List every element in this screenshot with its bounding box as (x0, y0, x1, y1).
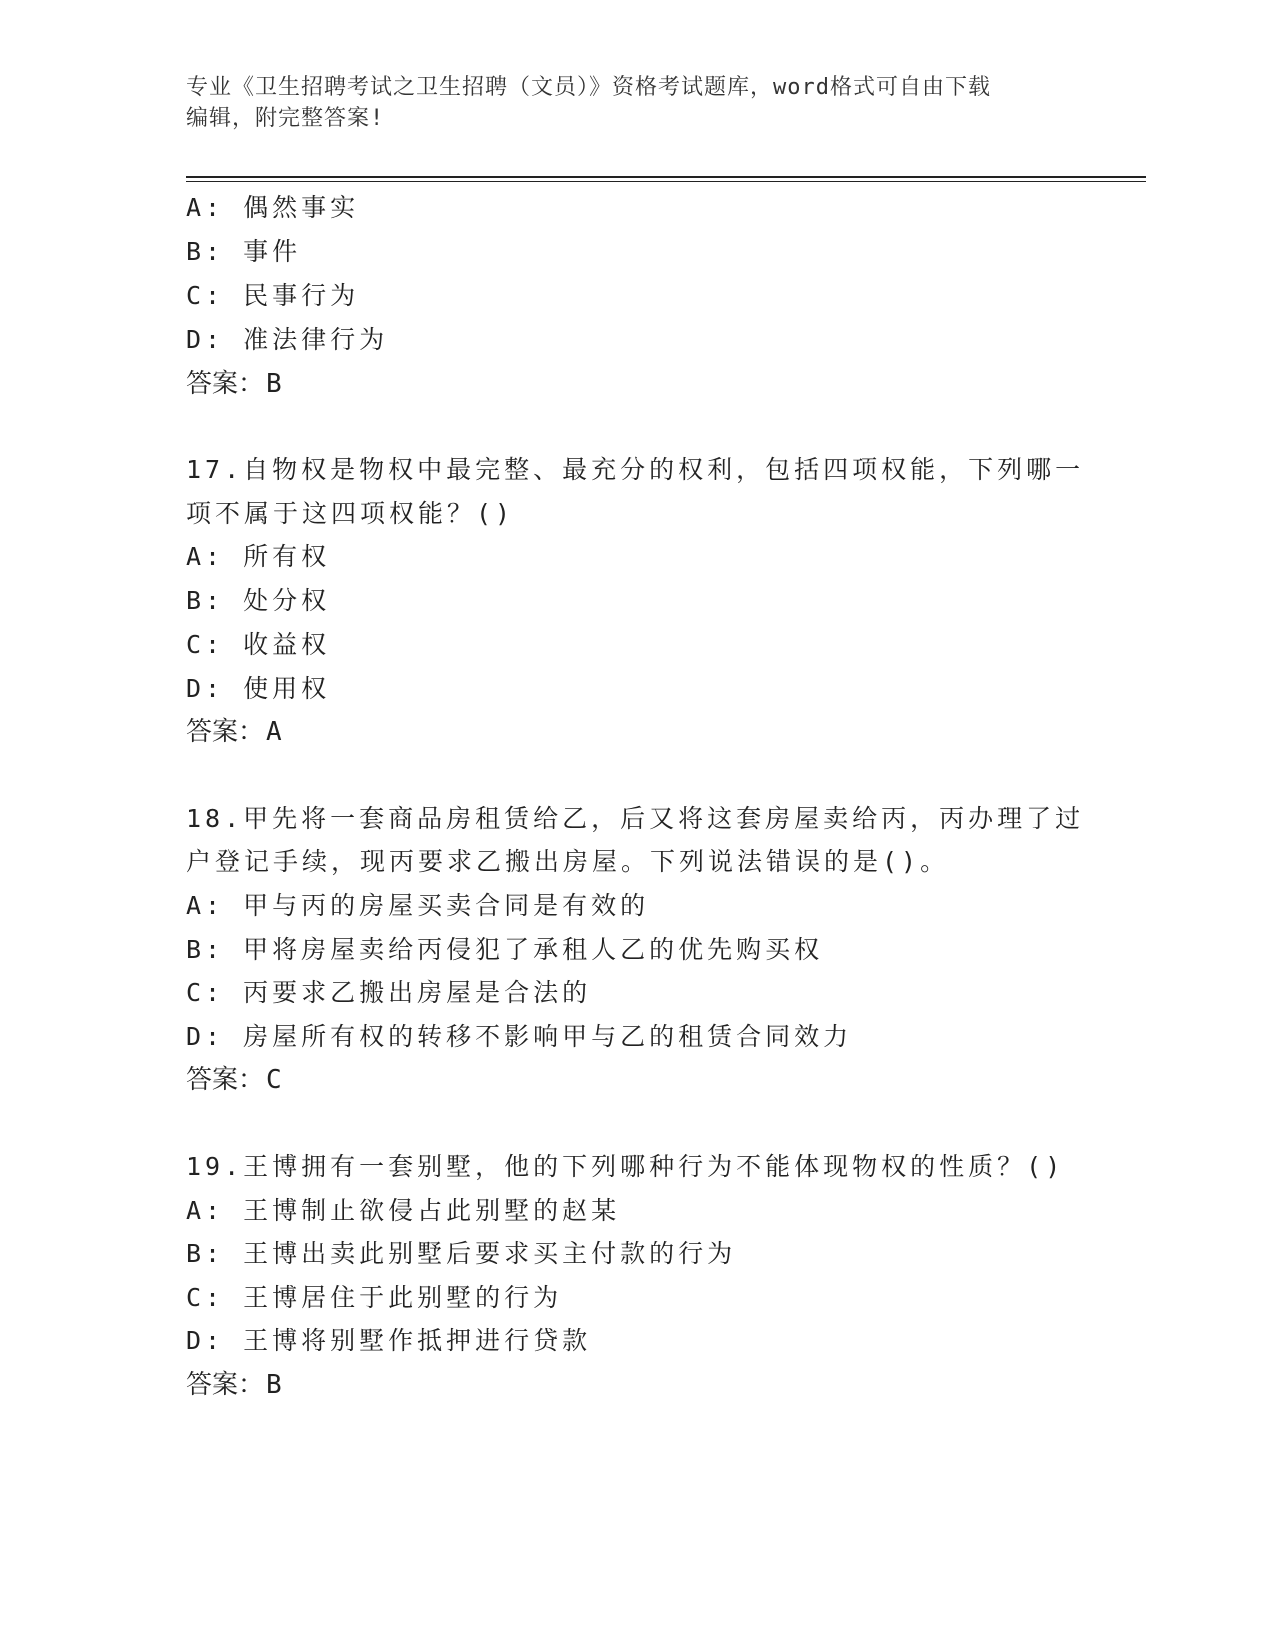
answer-label: 答案： (186, 1370, 265, 1400)
q17-option-a: A: 所有权 (186, 542, 331, 571)
prev-option-b: B: 事件 (186, 237, 302, 266)
answer-label: 答案： (186, 369, 265, 399)
answer-label: 答案： (186, 1065, 265, 1095)
q17-stem-line-2: 项不属于这四项权能？() (186, 499, 515, 528)
q18-option-a: A: 甲与丙的房屋买卖合同是有效的 (186, 891, 650, 920)
q19-stem-line-1: 19.王博拥有一套别墅，他的下列哪种行为不能体现物权的性质？() (186, 1152, 1065, 1181)
prev-option-c: C: 民事行为 (186, 281, 360, 310)
q18-stem-line-1: 18.甲先将一套商品房租赁给乙，后又将这套房屋卖给丙，丙办理了过 (186, 804, 1085, 833)
document-header (186, 72, 1066, 134)
q19-answer (186, 1370, 282, 1400)
header-rule-thin (186, 181, 1146, 182)
q18-option-c: C: 丙要求乙搬出房屋是合法的 (186, 978, 592, 1007)
prev-answer (186, 369, 282, 399)
prev-option-a: A: 偶然事实 (186, 193, 360, 222)
q18-stem-line-2: 户登记手续，现丙要求乙搬出房屋。下列说法错误的是()。 (186, 847, 950, 876)
q18-option-d: D: 房屋所有权的转移不影响甲与乙的租赁合同效力 (186, 1022, 853, 1051)
q19-option-c: C: 王博居住于此别墅的行为 (186, 1283, 563, 1312)
q17-stem-line-1: 17.自物权是物权中最完整、最充分的权利，包括四项权能，下列哪一 (186, 455, 1085, 484)
q19-option-b: B: 王博出卖此别墅后要求买主付款的行为 (186, 1239, 737, 1268)
q17-option-d: D: 使用权 (186, 674, 331, 703)
q19-option-a: A: 王博制止欲侵占此别墅的赵某 (186, 1196, 621, 1225)
header-line-1: 专业《卫生招聘考试之卫生招聘（文员）》资格考试题库，word格式可自由下载 (186, 75, 991, 100)
header-rule-thick (186, 176, 1146, 178)
answer-value: B (266, 369, 282, 399)
q18-answer (186, 1065, 282, 1095)
q17-option-c: C: 收益权 (186, 630, 331, 659)
answer-value: A (266, 717, 282, 747)
prev-option-d: D: 准法律行为 (186, 325, 389, 354)
answer-label: 答案： (186, 717, 265, 747)
answer-value: B (266, 1370, 282, 1400)
q18-option-b: B: 甲将房屋卖给丙侵犯了承租人乙的优先购买权 (186, 935, 824, 964)
q19-option-d: D: 王博将别墅作抵押进行贷款 (186, 1326, 592, 1355)
answer-value: C (266, 1065, 282, 1095)
q17-option-b: B: 处分权 (186, 586, 331, 615)
header-line-2: 编辑，附完整答案! (186, 106, 385, 131)
q17-answer (186, 717, 282, 747)
